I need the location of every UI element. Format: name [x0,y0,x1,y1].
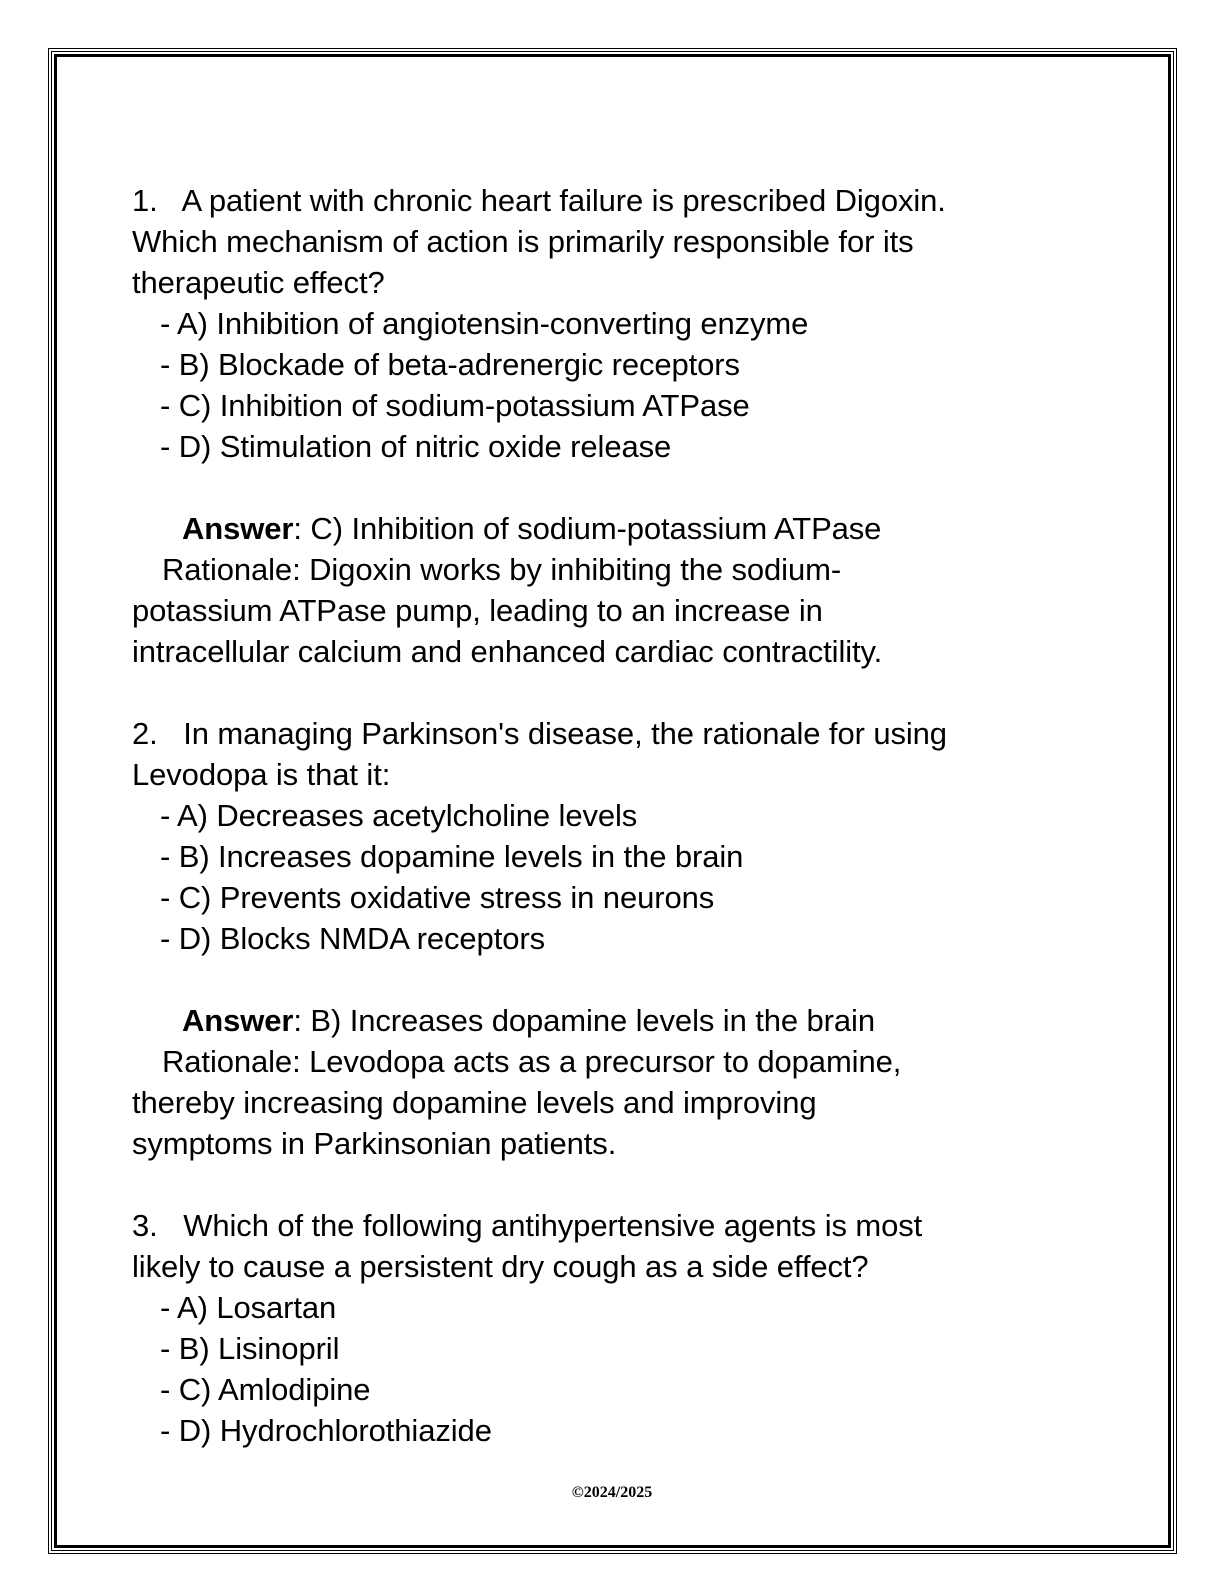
answer-option-a: - A) Decreases acetylcholine levels [160,798,638,833]
answer-line [132,1000,1112,1041]
rationale-line: potassium ATPase pump, leading to an increase in [132,593,823,628]
question-stem-line: Levodopa is that it: [132,757,391,792]
answer-option-a: - A) Losartan [160,1290,337,1325]
rationale-line: intracellular calcium and enhanced cardiac contractility. [132,634,883,669]
question-stem-line: likely to cause a persistent dry cough as a side effect? [132,1249,869,1284]
answer-option-c: - C) Amlodipine [160,1372,371,1407]
question-stem-line: 3. Which of the following antihypertensive agents is most [132,1208,923,1243]
copyright-footer: ©2024/2025 [571,1484,653,1501]
answer-option-c: - C) Prevents oxidative stress in neurons [160,880,715,915]
answer-option-c: - C) Inhibition of sodium-potassium ATPase [160,388,750,423]
answer-text: : C) Inhibition of sodium-potassium ATPase [293,511,882,546]
answer-label: Answer [182,1003,294,1038]
spacer [132,672,1112,713]
document-content [132,180,1112,1451]
question-2 [132,713,1112,1164]
question-stem-line: Which mechanism of action is primarily responsible for its [132,224,914,259]
answer-option-d: - D) Hydrochlorothiazide [160,1413,492,1448]
spacer [132,467,1112,508]
answer-option-d: - D) Blocks NMDA receptors [160,921,545,956]
question-1 [132,180,1112,672]
answer-option-d: - D) Stimulation of nitric oxide release [160,429,672,464]
question-number: 2. [132,716,158,751]
rationale-line: Rationale: Levodopa acts as a precursor to dopamine, [162,1044,902,1079]
question-3 [132,1205,1112,1451]
rationale-line: symptoms in Parkinsonian patients. [132,1126,617,1161]
spacer [132,1164,1112,1205]
rationale-line: Rationale: Digoxin works by inhibiting the sodium- [162,552,842,587]
question-number: 3. [132,1208,158,1243]
answer-option-a: - A) Inhibition of angiotensin-converting enzyme [160,306,809,341]
answer-label: Answer [182,511,294,546]
answer-option-b: - B) Blockade of beta-adrenergic receptors [160,347,740,382]
answer-option-b: - B) Increases dopamine levels in the brain [160,839,744,874]
question-number: 1. [132,183,158,218]
question-stem-line: therapeutic effect? [132,265,385,300]
answer-option-b: - B) Lisinopril [160,1331,340,1366]
question-stem-line: 2. In managing Parkinson's disease, the rationale for using [132,716,947,751]
answer-text: : B) Increases dopamine levels in the brain [293,1003,875,1038]
question-stem-line: 1. A patient with chronic heart failure is prescribed Digoxin. [132,183,946,218]
spacer [132,959,1112,1000]
answer-line [132,508,1112,549]
rationale-line: thereby increasing dopamine levels and improving [132,1085,817,1120]
